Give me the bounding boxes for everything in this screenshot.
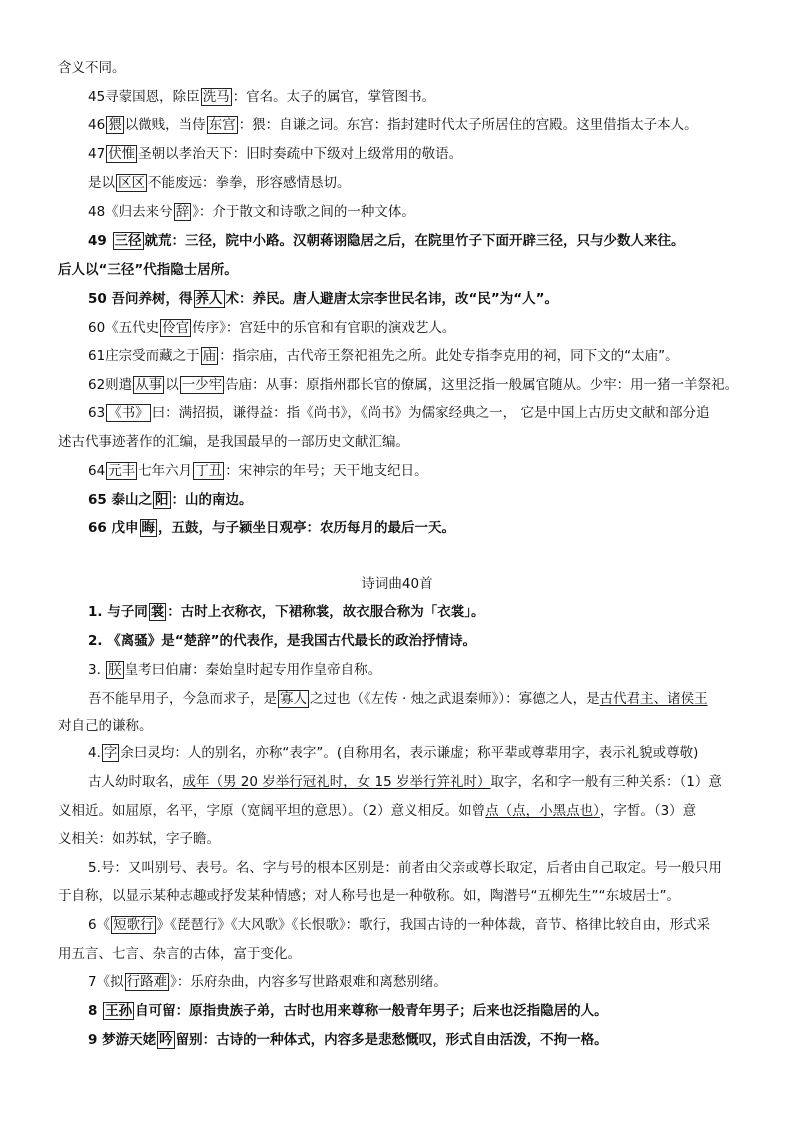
line-text: 7《拟 <box>88 974 124 990</box>
line-text: 49 <box>88 233 112 249</box>
text-line <box>58 58 126 78</box>
line-text: 古人幼时取名， <box>88 774 183 790</box>
boxed-term: 元丰 <box>108 463 136 479</box>
text-line <box>58 716 153 736</box>
text-line <box>58 829 220 849</box>
line-text: 》《琵琶行》《大风歌》《长恨歌》：歌行，我国古诗的一种体裁，音节、格律比较自由，形式采 <box>156 917 711 933</box>
boxed-term: 猥 <box>108 117 122 133</box>
text-line <box>88 631 476 651</box>
line-text: ：指宗庙，古代帝王祭祀祖先之所。此处专指李克用的祠，同下文的“太庙”。 <box>219 348 679 364</box>
boxed-term: 字 <box>103 745 118 761</box>
line-text: 48《归去来兮 <box>88 204 173 220</box>
text-line <box>58 801 696 821</box>
line-text: 9 梦游天姥 <box>88 1032 157 1048</box>
line-text: 就荒：三径，院中小路。汉朝蒋诩隐居之后，在院里竹子下面开辟三径，只与少数人来往。 <box>144 233 685 249</box>
boxed-term: 伶官 <box>162 320 190 336</box>
text-line <box>88 518 455 538</box>
line-text: 传序》：宫廷中的乐官和有官职的演戏艺人。 <box>192 320 456 336</box>
line-text: ：山的南边。 <box>171 492 253 508</box>
text-line <box>88 289 558 309</box>
line-text: 圣朝以孝治天下：旧时奏疏中下级对上级常用的敬语。 <box>138 146 463 162</box>
line-text: 含义不同。 <box>58 60 126 76</box>
line-text: 义相关：如苏轼，字子瞻。 <box>58 831 220 847</box>
line-text: 5.号：又叫别号、表号。名、字与号的根本区别是：前者由父亲或尊长取定，后者由自己取定。号一般只用 <box>88 860 722 876</box>
boxed-term: 吟 <box>159 1032 173 1048</box>
text-line <box>88 346 679 366</box>
line-text: 以微贱，当侍 <box>124 117 206 133</box>
line-text: 63 <box>88 405 106 421</box>
line-text: 述古代事迹著作的汇编，是我国最早的一部历史文献汇编。 <box>58 434 409 450</box>
text-line <box>58 432 409 452</box>
boxed-term: 寡人 <box>280 691 307 707</box>
text-line <box>88 602 484 622</box>
line-text: 1. 与子同 <box>88 604 148 620</box>
line-text: 用五言、七言、杂言的古体，富于变化。 <box>58 946 301 962</box>
boxed-term: 伏惟 <box>108 146 136 162</box>
text-line <box>88 115 698 135</box>
underlined-text: 成年（男 20 岁举行冠礼时，女 15 岁举行笄礼时） <box>182 774 491 790</box>
text-line <box>88 173 351 193</box>
line-text: 4. <box>88 745 101 761</box>
line-text: 是以 <box>88 175 115 191</box>
line-text: 吾不能早用子，今急而求子，是 <box>88 691 277 707</box>
boxed-term: 区区 <box>118 175 145 191</box>
line-text: 义相近。如屈原，名平，字原（宽阔平坦的意思）。（2）意义相反。如曾 <box>58 803 486 819</box>
line-text: 45寻蒙国恩，除臣 <box>88 89 200 105</box>
line-text: 8 <box>88 1003 103 1019</box>
boxed-term: 丁丑 <box>195 463 223 479</box>
text-line <box>88 231 685 251</box>
boxed-term: 晦 <box>141 520 155 536</box>
line-text: 曰：满招损，谦得益：指《尚书》，《尚书》为儒家经典之一， 它是中国上古历史文献和部分追 <box>151 405 710 421</box>
text-line <box>88 858 722 878</box>
line-text: 于自称，以显示某种志趣或抒发某种情感；对人称号也是一种敬称。如，陶潜号“五柳先生”“东坡居士”。 <box>58 888 680 904</box>
text-line <box>58 886 680 906</box>
line-text: ：宋神宗的年号；天干地支纪日。 <box>225 463 428 479</box>
line-text: 65 泰山之 <box>88 492 152 508</box>
line-text: 6《 <box>88 917 111 933</box>
line-text: 》：乐府杂曲，内容多写世路艰难和离愁别绪。 <box>170 974 447 990</box>
text-line <box>88 915 710 935</box>
line-text: 2. 《离骚》是“楚辞”的代表作，是我国古代最长的政治抒情诗。 <box>88 633 476 649</box>
boxed-term: 养人 <box>195 291 223 307</box>
text-line <box>88 490 253 510</box>
underlined-text: 古代君主、诸侯王 <box>599 691 708 707</box>
text-line <box>88 375 738 395</box>
text-line <box>88 87 435 107</box>
boxed-term: 短歌行 <box>113 917 154 933</box>
line-text: ，字皙。（3）意 <box>599 803 697 819</box>
boxed-term: 庙 <box>202 348 217 364</box>
line-text: 》：介于散文和诗歌之间的一种文体。 <box>192 204 415 220</box>
text-line <box>88 1030 608 1050</box>
line-text: ：官名。太子的属官，掌管图书。 <box>232 89 436 105</box>
text-line <box>88 772 722 792</box>
text-line <box>88 1001 608 1021</box>
boxed-term: 行路难 <box>126 974 168 990</box>
text-line <box>58 260 238 280</box>
boxed-term: 辞 <box>175 204 190 220</box>
line-text: 62则遣 <box>88 377 133 393</box>
line-text: ，五鼓，与子颍坐日观亭：农历每月的最后一天。 <box>158 520 455 536</box>
line-text: 50 吾问养树，得 <box>88 291 193 307</box>
line-text: 告庙：从事：原指州郡长官的僚属，这里泛指一般属官随从。少牢：用一猪一羊祭祀。 <box>225 377 739 393</box>
text-line <box>88 660 381 680</box>
line-text: 七年六月 <box>138 463 193 479</box>
line-text: 66 戊申 <box>88 520 139 536</box>
line-text: 皇考曰伯庸：秦始皇时起专用作皇帝自称。 <box>124 662 382 678</box>
boxed-term: 朕 <box>108 662 122 678</box>
line-text: 后人以“三径”代指隐士居所。 <box>58 262 238 278</box>
line-text: 之过也（《左传 · 烛之武退秦师》）：寡德之人，是 <box>310 691 600 707</box>
line-text: 46 <box>88 117 106 133</box>
boxed-term: 三径 <box>114 233 142 249</box>
line-text: 60《五代史 <box>88 320 160 336</box>
line-text: 61庄宗受而藏之于 <box>88 348 200 364</box>
boxed-term: 东宫 <box>208 117 236 133</box>
line-text: 余曰灵均：人的别名，亦称“表字”。(自称用名，表示谦虚；称平辈或尊辈用字，表示礼貌或尊敬) <box>120 745 699 761</box>
text-line <box>58 944 301 964</box>
line-text: 术：养民。唐人避唐太宗李世民名讳，改“民”为“人”。 <box>225 291 558 307</box>
text-line <box>88 972 447 992</box>
line-text: 自可留：原指贵族子弟，古时也用来尊称一般青年男子；后来也泛指隐居的人。 <box>135 1003 608 1019</box>
text-line <box>88 743 698 763</box>
boxed-term: 王孙 <box>105 1003 133 1019</box>
line-text: 3. <box>88 662 106 678</box>
line-text: ：猥：自谦之词。东宫：指封建时代太子所居住的宫殿。这里借指太子本人。 <box>238 117 698 133</box>
line-text: 不能废远：拳拳，形容感情恳切。 <box>148 175 351 191</box>
boxed-term: 从事 <box>135 377 163 393</box>
text-line <box>88 689 708 709</box>
section-title: 诗词曲40首 <box>361 576 433 592</box>
line-text: 64 <box>88 463 106 479</box>
line-text: 留别：古诗的一种体式，内容多是悲愁慨叹，形式自由活泼，不拘一格。 <box>175 1032 608 1048</box>
text-line <box>88 202 415 222</box>
line-text: 47 <box>88 146 106 162</box>
text-line <box>88 318 455 338</box>
underlined-text: 点（点，小黑点也） <box>485 803 600 819</box>
text-line <box>88 144 462 164</box>
line-text: ：古时上衣称衣，下裙称裳，故衣服合称为「衣裳」。 <box>167 604 485 620</box>
text-line <box>88 403 709 423</box>
boxed-term: 洗马 <box>202 89 230 105</box>
boxed-term: 《书》 <box>108 405 149 421</box>
line-text: 以 <box>165 377 179 393</box>
line-text: 对自己的谦称。 <box>58 718 153 734</box>
line-text: 取字，名和字一般有三种关系：（1）意 <box>490 774 722 790</box>
boxed-term: 裳 <box>150 604 165 620</box>
boxed-term: 一少牢 <box>181 377 223 393</box>
boxed-term: 阳 <box>155 492 169 508</box>
text-line <box>88 461 428 481</box>
